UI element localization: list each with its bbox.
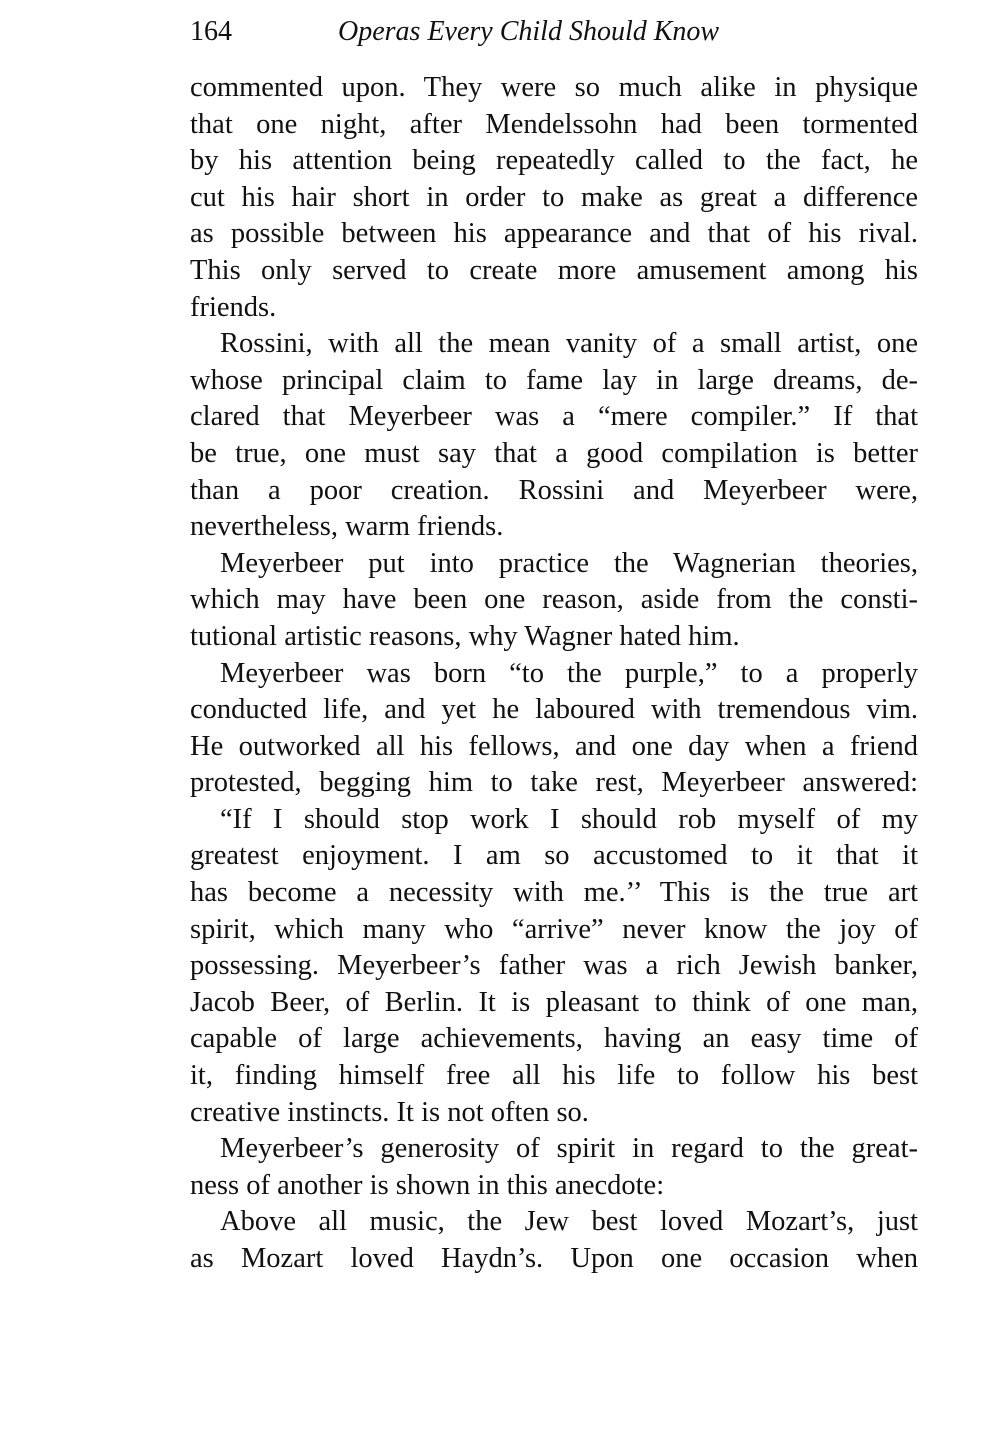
text-line: as possible between his appearance and that of his rival. [190, 218, 918, 250]
text-line: which may have been one reason, aside from the consti- [190, 584, 918, 616]
text-line: clared that Meyerbeer was a “mere compiler.” If that [190, 401, 918, 433]
text-line: ness of another is shown in this anecdote: [190, 1169, 665, 1201]
text-line: be true, one must say that a good compilation is better [190, 437, 918, 469]
text-line: that one night, after Mendelssohn had been tormented [190, 108, 918, 140]
text-line: conducted life, and yet he laboured with tremendous vim. [190, 694, 918, 726]
text-line: He outworked all his fellows, and one day when a friend [190, 730, 918, 762]
text-line: capable of large achievements, having an easy time of [190, 1023, 918, 1055]
text-line: greatest enjoyment. I am so accustomed to it that it [190, 840, 918, 872]
text-line: Jacob Beer, of Berlin. It is pleasant to think of one man, [190, 986, 918, 1018]
text-line: creative instincts. It is not often so. [190, 1096, 589, 1128]
text-line: Meyerbeer put into practice the Wagnerian theories, [220, 547, 918, 579]
text-line: “If I should stop work I should rob myself of my [220, 803, 918, 835]
text-line: by his attention being repeatedly called to the fact, he [190, 145, 918, 177]
running-head [190, 12, 918, 52]
page-number: 164 [190, 16, 232, 47]
text-line: commented upon. They were so much alike in physique [190, 72, 918, 103]
body-text [190, 70, 918, 1278]
text-line: has become a necessity with me.’’ This is the true art [190, 877, 918, 909]
text-line: than a poor creation. Rossini and Meyerbeer were, [190, 474, 918, 506]
text-line: friends. [190, 291, 277, 323]
text-line: whose principal claim to fame lay in large dreams, de- [190, 364, 918, 396]
text-line: Rossini, with all the mean vanity of a small artist, one [220, 328, 918, 360]
text-line: nevertheless, warm friends. [190, 511, 504, 543]
text-line: tutional artistic reasons, why Wagner hated him. [190, 620, 740, 652]
text-line: Above all music, the Jew best loved Mozart’s, just [220, 1206, 918, 1238]
text-line: Meyerbeer was born “to the purple,” to a properly [220, 657, 918, 689]
text-line: it, finding himself free all his life to follow his best [190, 1060, 918, 1092]
book-title: Operas Every Child Should Know [338, 16, 720, 47]
text-line: cut his hair short in order to make as great a difference [190, 181, 918, 213]
text-line: possessing. Meyerbeer’s father was a rich Jewish banker, [190, 950, 918, 982]
text-line: as Mozart loved Haydn’s. Upon one occasion when [190, 1243, 918, 1274]
text-line: protested, begging him to take rest, Meyerbeer answered: [190, 767, 918, 799]
text-line: spirit, which many who “arrive” never know the joy of [190, 913, 918, 945]
text-line: Meyerbeer’s generosity of spirit in regard to the great- [220, 1133, 918, 1165]
text-line: This only served to create more amusement among his [190, 254, 918, 286]
